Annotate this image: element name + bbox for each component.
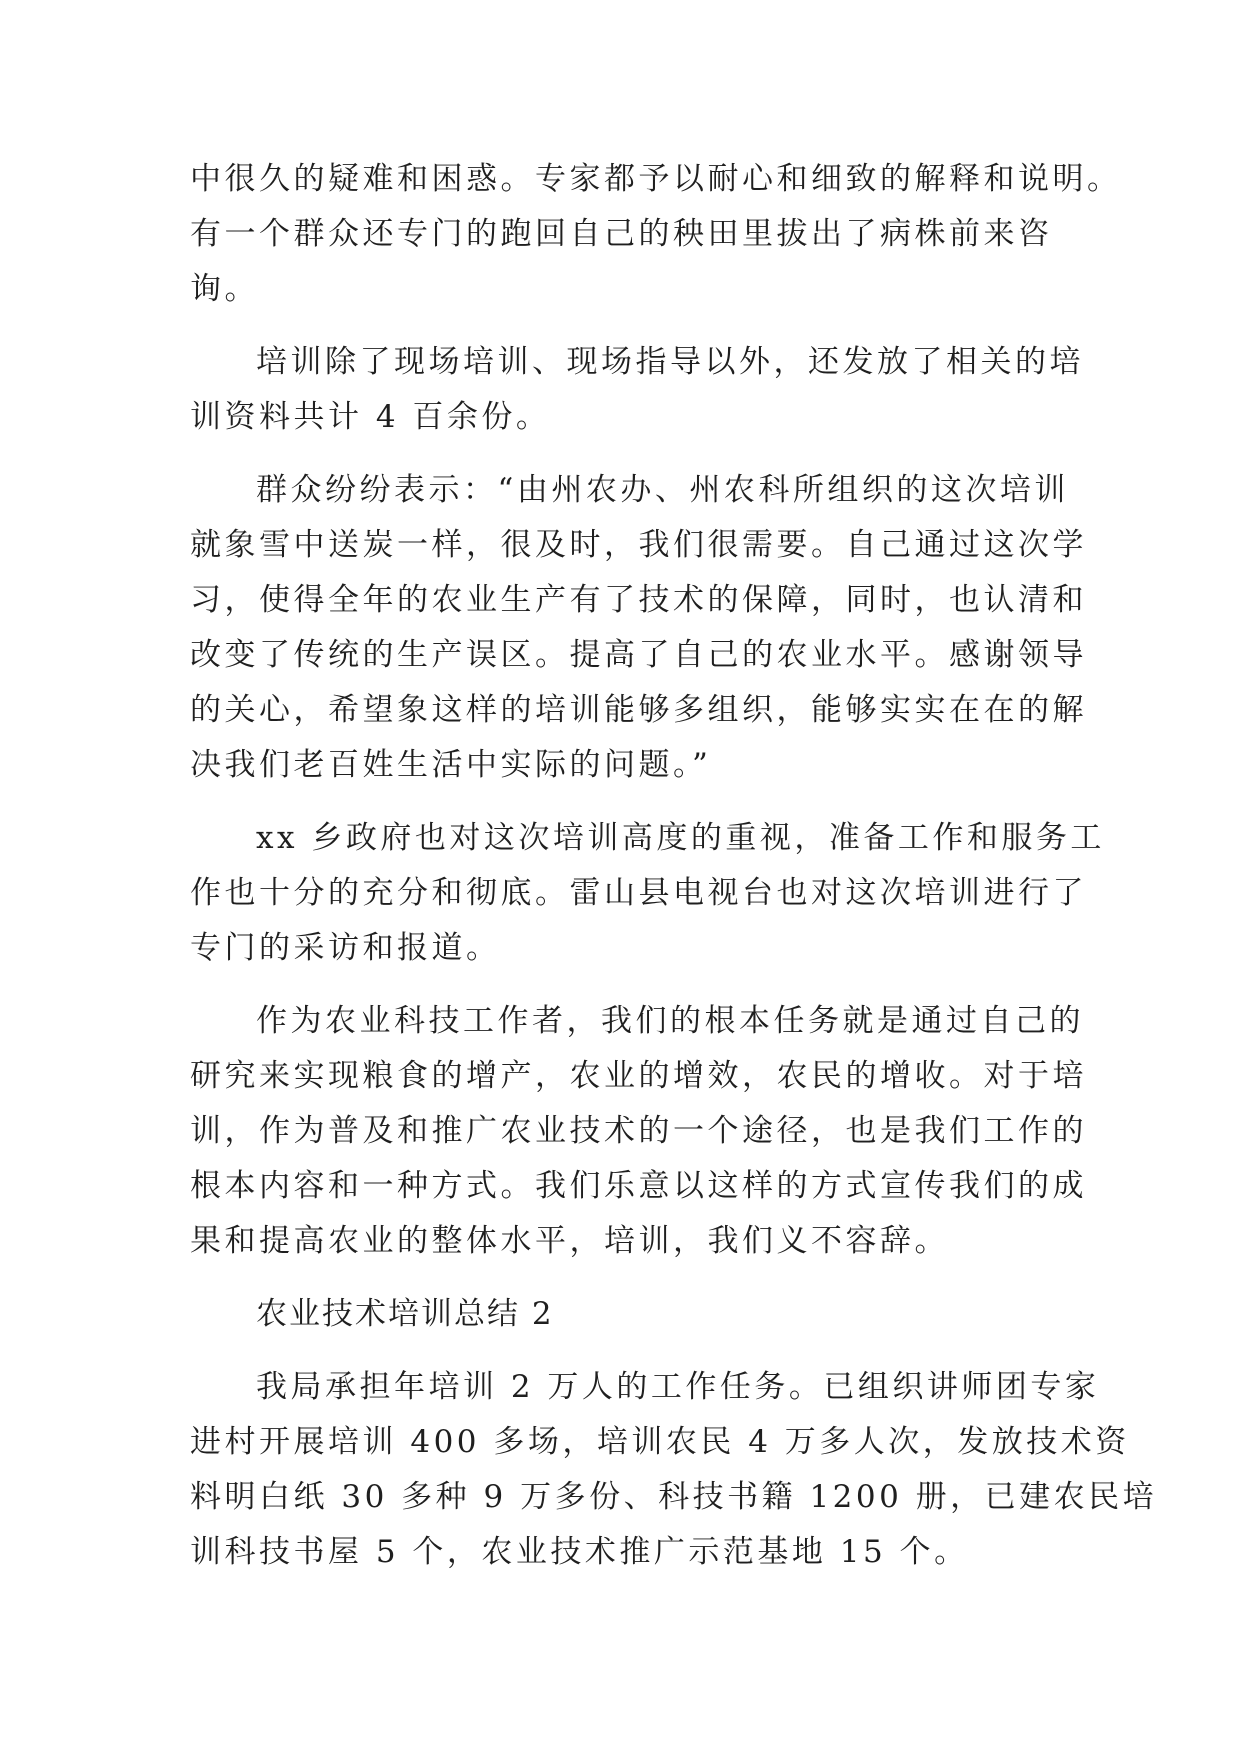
paragraph xyxy=(190,335,1090,445)
text-line: 决我们老百姓生活中实际的问题。” xyxy=(190,747,712,783)
text-line: 进村开展培训 400 多场，培训农民 4 万多人次，发放技术资 xyxy=(190,1424,1130,1460)
section-heading xyxy=(190,1287,1090,1342)
text-line: 的关心，希望象这样的培训能够多组织，能够实实在在的解 xyxy=(190,692,1087,728)
text-line: 根本内容和一种方式。我们乐意以这样的方式宣传我们的成 xyxy=(190,1168,1087,1204)
paragraph xyxy=(190,463,1090,793)
text-line: 专门的采访和报道。 xyxy=(190,930,501,966)
text-line: 研究来实现粮食的增产，农业的增效，农民的增收。对于培 xyxy=(190,1058,1087,1094)
heading-text: 农业技术培训总结 2 xyxy=(256,1296,554,1332)
paragraph xyxy=(190,994,1090,1269)
paragraph xyxy=(190,1360,1158,1580)
text-line: 料明白纸 30 多种 9 万多份、科技书籍 1200 册，已建农民培 xyxy=(190,1479,1158,1515)
text-line: 习，使得全年的农业生产有了技术的保障，同时，也认清和 xyxy=(190,582,1087,618)
text-line: 群众纷纷表示：“由州农办、州农科所组织的这次培训 xyxy=(256,472,1069,508)
document-body xyxy=(190,152,1158,1580)
text-line: 果和提高农业的整体水平，培训，我们义不容辞。 xyxy=(190,1223,949,1259)
text-line: 作为农业科技工作者，我们的根本任务就是通过自己的 xyxy=(256,1003,1084,1039)
text-line: 改变了传统的生产误区。提高了自己的农业水平。感谢领导 xyxy=(190,637,1087,673)
text-line: 训资料共计 4 百余份。 xyxy=(190,399,551,435)
text-line: 培训除了现场培训、现场指导以外，还发放了相关的培 xyxy=(256,344,1084,380)
text-line: 有一个群众还专门的跑回自己的秧田里拔出了病株前来咨 xyxy=(190,216,1053,252)
text-line: 就象雪中送炭一样，很及时，我们很需要。自己通过这次学 xyxy=(190,527,1087,563)
text-line: 中很久的疑难和困惑。专家都予以耐心和细致的解释和说明。 xyxy=(190,161,1122,197)
text-line: 作也十分的充分和彻底。雷山县电视台也对这次培训进行了 xyxy=(190,875,1087,911)
text-line: 我局承担年培训 2 万人的工作任务。已组织讲师团专家 xyxy=(256,1369,1100,1405)
text-line: 训科技书屋 5 个，农业技术推广示范基地 15 个。 xyxy=(190,1534,969,1570)
text-line: 询。 xyxy=(190,271,259,307)
text-line: 训，作为普及和推广农业技术的一个途径，也是我们工作的 xyxy=(190,1113,1087,1149)
text-line: xx 乡政府也对这次培训高度的重视，准备工作和服务工 xyxy=(256,820,1105,856)
paragraph xyxy=(190,811,1105,976)
paragraph xyxy=(190,152,1122,317)
